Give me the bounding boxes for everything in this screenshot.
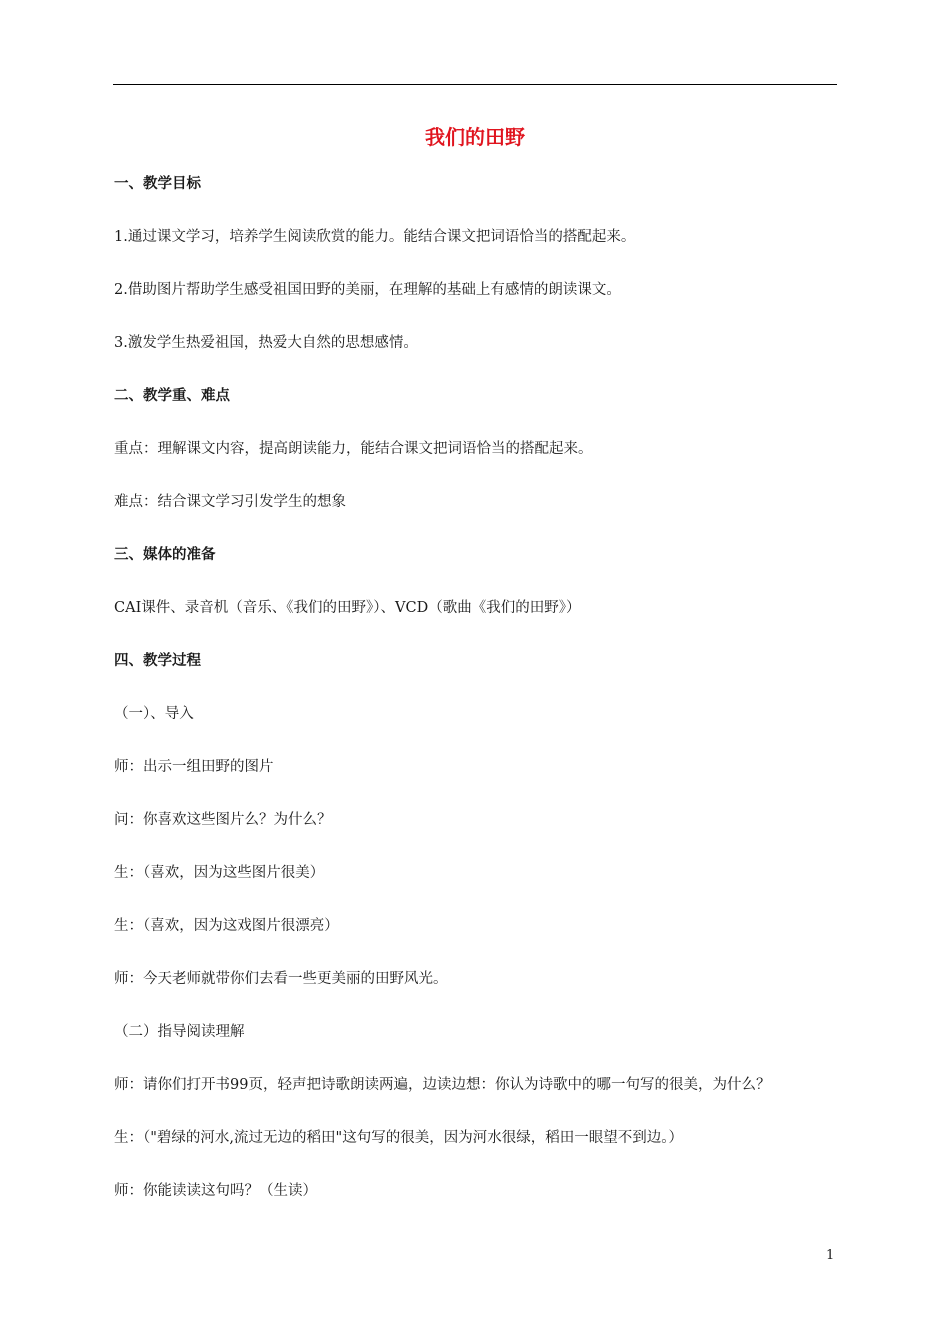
document-title: 我们的田野 [425,125,525,149]
objective-item-1: 1.通过课文学习，培养学生阅读欣赏的能力。能结合课文把词语恰当的搭配起来。 [114,229,636,245]
process-line: 生：（喜欢，因为这些图片很美） [114,865,325,881]
objective-item-2: 2.借助图片帮助学生感受祖国田野的美丽，在理解的基础上有感情的朗读课文。 [114,282,621,298]
process-line: （一）、导入 [114,706,194,722]
key-point-item: 重点：理解课文内容，提高朗读能力，能结合课文把词语恰当的搭配起来。 [114,441,593,457]
page-number: 1 [826,1248,835,1263]
difficult-point-item: 难点：结合课文学习引发学生的想象 [114,494,346,510]
section-heading-objectives: 一、教学目标 [114,176,201,192]
process-line: （二）指导阅读理解 [114,1024,245,1040]
process-line: 生：（喜欢，因为这戏图片很漂亮） [114,918,339,934]
process-line: 师：今天老师就带你们去看一些更美丽的田野风光。 [114,971,448,987]
media-item: CAI课件、录音机（音乐、《我们的田野》）、VCD（歌曲《我们的田野》） [114,600,581,616]
process-line: 师：请你们打开书99页，轻声把诗歌朗读两遍，边读边想：你认为诗歌中的哪一句写的很美，为什么？ [114,1077,771,1093]
process-line: 师：你能读读这句吗？（生读） [114,1183,317,1199]
section-heading-key-points: 二、教学重、难点 [114,388,230,404]
process-line: 生：（"碧绿的河水,流过无边的稻田"这句写的很美，因为河水很绿，稻田一眼望不到边。） [114,1130,683,1146]
process-line: 问：你喜欢这些图片么？为什么？ [114,812,332,828]
header-rule [113,84,837,85]
section-heading-process: 四、教学过程 [114,653,201,669]
section-heading-media: 三、媒体的准备 [114,547,216,563]
process-line: 师：出示一组田野的图片 [114,759,274,775]
objective-item-3: 3.激发学生热爱祖国，热爱大自然的思想感情。 [114,335,418,351]
